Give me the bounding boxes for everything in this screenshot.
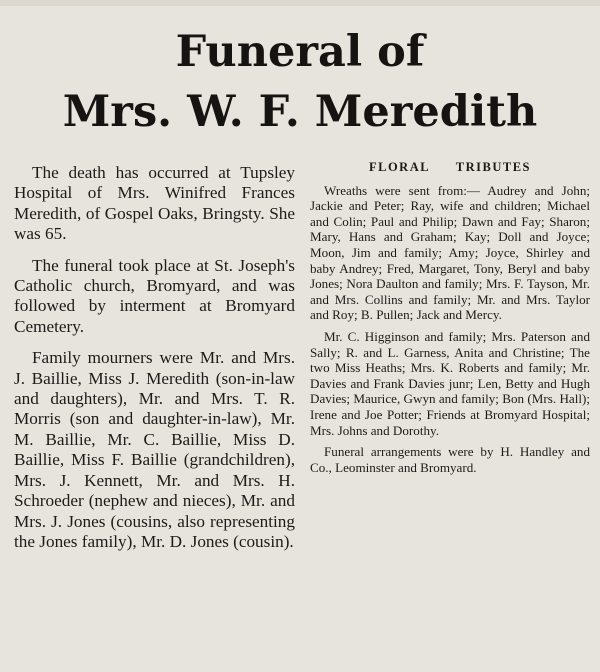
right-column xyxy=(310,160,590,481)
paragraph-funeral-arrangements: Funeral arrangements were by H. Handley and Co., Leominster and Bromyard. xyxy=(310,444,590,475)
paragraph-family-mourners: Family mourners were Mr. and Mrs. J. Baillie, Miss J. Meredith (son-in-law and daughters), Mr. and Mrs. T. R. Morris (son and daughter-in-law), Mr. M. Baillie, Mr. C. Baillie, Miss D. Baillie, Miss F. Baillie (grandchildren), Mrs. J. Kennett, Mr. and Mrs. H. Schroeder (nephew and nieces), Mr. and Mrs. J. Jones (cousins, also representing the Jones family), Mr. D. Jones (cousin). xyxy=(14,348,295,551)
paragraph-death-notice: The death has occurred at Tupsley Hospital of Mrs. Winifred Frances Meredith, of Gospel Oaks, Bringsty. She was 65. xyxy=(14,163,295,244)
paragraph-wreaths: Wreaths were sent from:— Audrey and John; Jackie and Peter; Ray, wife and children; Michael and Colin; Paul and Philip; Dawn and Fay; Sharon; Mary, Hans and Graham; Kay; Doll and Joyce; Moon, Jim and family; Amy; Joyce, Shirley and baby Andrey; Fred, Margaret, Tony, Beryl and baby Jones; Nora Daulton and family; Mrs. F. Tayson, Mr. and Mrs. Collins and family; Mr. and Mrs. Taylor and Roy; B. Pullen; Jack and Mercy. xyxy=(310,182,590,323)
paragraph-funeral-service: The funeral took place at St. Joseph's Catholic church, Bromyard, and was followed by interment at Bromyard Cemetery. xyxy=(14,255,295,336)
left-column xyxy=(14,163,295,563)
headline-line-2: Mrs. W. F. Meredith xyxy=(62,87,538,137)
floral-tributes-heading: FLORAL TRIBUTES xyxy=(368,160,532,174)
paragraph-tributes-continued: Mr. C. Higginson and family; Mrs. Paterson and Sally; R. and L. Garness, Anita and Christine; The two Miss Heaths; Mrs. K. Roberts and family; Mr. Davies and Frank Davies junr; Len, Betty and Hugh Davies; Maurice, Gwyn and family; Bon (Mrs. Hall); Irene and Joe Potter; Friends at Bromyard Hospital; Mrs. Johns and Dorothy. xyxy=(310,328,590,438)
headline-line-1: Funeral of xyxy=(175,27,425,77)
headline xyxy=(0,22,600,142)
clipping-top-edge xyxy=(0,0,600,6)
